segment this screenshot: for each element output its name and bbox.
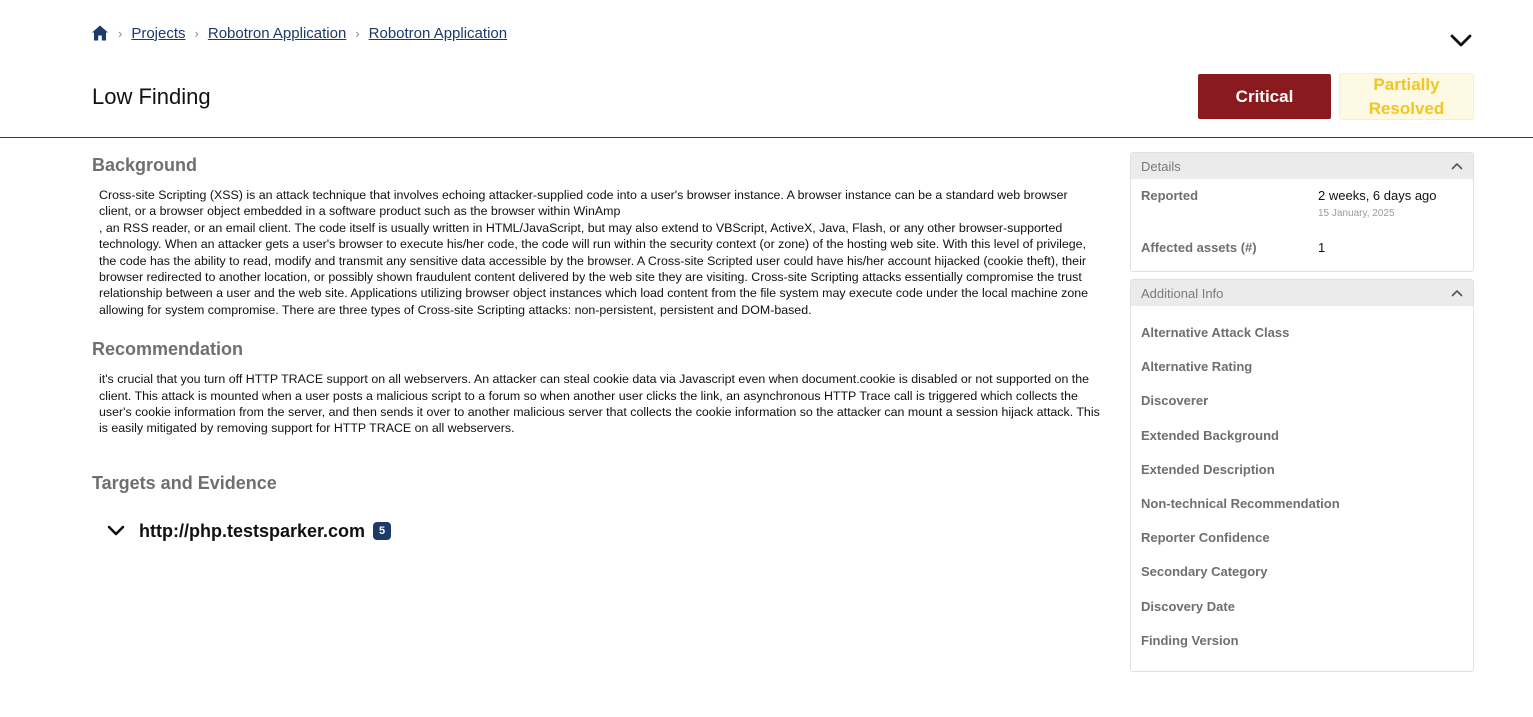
target-row[interactable] bbox=[106, 521, 1102, 542]
additional-info-list bbox=[1131, 324, 1473, 666]
chevron-down-icon[interactable] bbox=[1449, 30, 1473, 50]
detail-value: 1 bbox=[1318, 240, 1326, 255]
detail-label: Affected assets (#) bbox=[1141, 240, 1257, 255]
details-panel-header[interactable] bbox=[1131, 153, 1473, 179]
detail-label: Reported bbox=[1141, 188, 1199, 203]
details-panel-title: Details bbox=[1141, 158, 1181, 174]
chevron-up-icon[interactable] bbox=[1451, 289, 1463, 297]
info-item: Finding Version bbox=[1141, 632, 1239, 648]
breadcrumb-separator-icon: › bbox=[118, 25, 123, 41]
info-item: Discovery Date bbox=[1141, 598, 1235, 614]
breadcrumb-projects-link[interactable]: Projects bbox=[131, 24, 186, 42]
info-item: Extended Background bbox=[1141, 427, 1279, 443]
detail-date: 15 January, 2025 bbox=[1318, 208, 1395, 219]
home-icon[interactable] bbox=[91, 24, 109, 42]
background-heading: Background bbox=[92, 155, 198, 175]
info-item: Reporter Confidence bbox=[1141, 530, 1270, 546]
severity-badge: Critical bbox=[1198, 74, 1331, 119]
detail-affected-assets bbox=[1131, 231, 1473, 271]
header-divider bbox=[0, 137, 1533, 138]
breadcrumb-separator-icon: › bbox=[355, 25, 360, 41]
target-url[interactable]: http://php.testsparker.com bbox=[139, 520, 366, 541]
breadcrumb-project-link[interactable]: Robotron Application bbox=[207, 24, 347, 42]
detail-reported bbox=[1131, 179, 1473, 231]
breadcrumb bbox=[91, 22, 507, 44]
finding-content bbox=[92, 155, 1102, 542]
breadcrumb-separator-icon: › bbox=[194, 25, 199, 41]
info-item: Secondary Category bbox=[1141, 564, 1268, 580]
info-item: Non-technical Recommendation bbox=[1141, 495, 1340, 511]
info-item: Extended Description bbox=[1141, 461, 1275, 477]
additional-info-panel-header[interactable] bbox=[1131, 280, 1473, 306]
breadcrumb-application-link[interactable]: Robotron Application bbox=[368, 24, 508, 42]
recommendation-heading: Recommendation bbox=[92, 339, 244, 360]
background-text: Cross-site Scripting (XSS) is an attack technique that involves echoing attacker-supplied code into a user's browser instance. A browser instance can be a standard web browser client, or a browser object embedded in a software product such as the browser within WinAmp , an RSS reader, or an email client. The code itself is usually written in HTML/JavaScript, but may also extend to VBScript, ActiveX, Java, Flash, or any other browser-supported technology. When an attacker gets a user's browser to execute his/her code, the code will run within the security context (or zone) of the hosting web site. With this level of privilege, the code has the ability to read, modify and transmit any sensitive data accessible by the browser. A Cross-site Scripted user could have his/her account hijacked (cookie theft), their browser redirected to another location, or possibly shown fraudulent content delivered by the web site they are visiting. Cross-site Scripting attacks essentially compromise the trust relationship between a user and the web site. Applications utilizing browser object instances which load content from the file system may execute code under the local machine zone allowing for system compromise. There are three types of Cross-site Scripting attacks: non-persistent, persistent and DOM-based. bbox=[99, 188, 1089, 317]
page-title: Low Finding bbox=[92, 84, 211, 109]
chevron-down-icon[interactable] bbox=[106, 523, 126, 539]
chevron-up-icon[interactable] bbox=[1451, 162, 1463, 170]
detail-value: 2 weeks, 6 days ago bbox=[1318, 188, 1437, 203]
status-badge: Partially Resolved bbox=[1339, 73, 1474, 120]
recommendation-text: it's crucial that you turn off HTTP TRACE support on all webservers. An attacker can steal cookie data via Javascript even when document.cookie is disabled or not supported on the client. This attack is mounted when a user posts a malicious script to a forum so when another user clicks the link, an asynchronous HTTP Trace call is triggered which collects the user's cookie information from the server, and then sends it over to another malicious server that collects the cookie information so the attacker can mount a session hijack attack. This is easily mitigated by removing support for HTTP TRACE on all webservers. bbox=[99, 372, 1100, 436]
details-panel bbox=[1130, 152, 1474, 272]
info-item: Alternative Attack Class bbox=[1141, 325, 1290, 340]
info-item: Alternative Rating bbox=[1141, 359, 1253, 375]
info-item: Discoverer bbox=[1141, 393, 1209, 409]
targets-heading: Targets and Evidence bbox=[92, 472, 277, 493]
target-count-badge: 5 bbox=[373, 522, 391, 540]
additional-info-panel-title: Additional Info bbox=[1141, 285, 1224, 301]
additional-info-panel bbox=[1130, 279, 1474, 672]
